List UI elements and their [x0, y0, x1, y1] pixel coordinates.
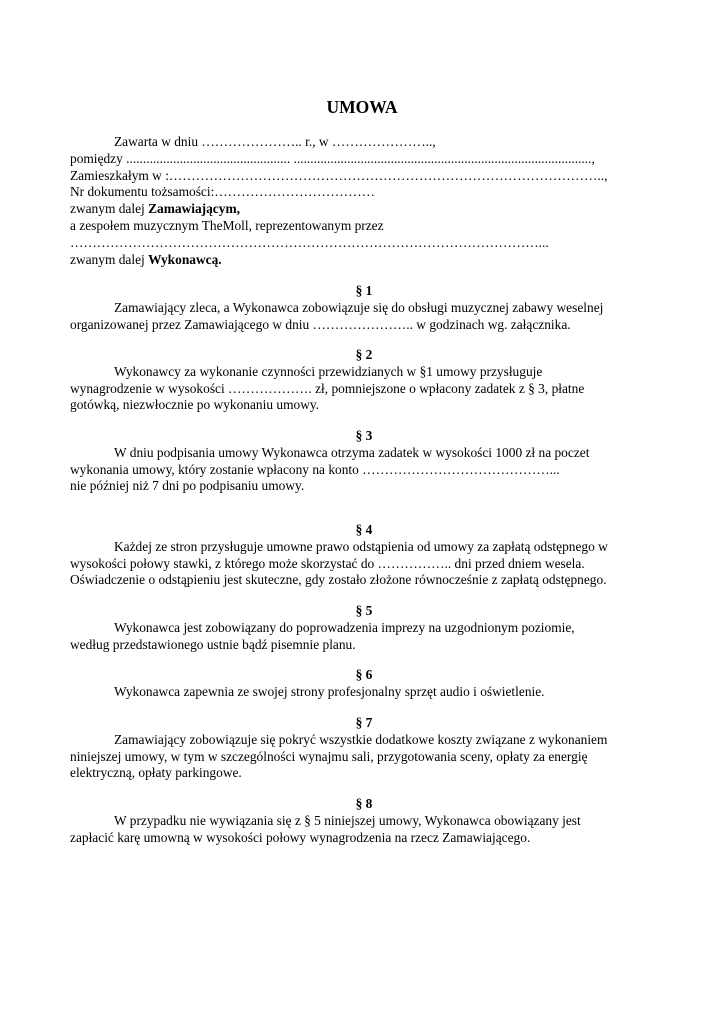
section-5-line-1: Wykonawca jest zobowiązany do poprowadzenia imprezy na uzgodnionym poziomie,	[114, 619, 575, 635]
section-1	[70, 283, 658, 333]
header-line-date-place: Zawarta w dniu ………………….. r., w …………………..,	[114, 134, 436, 149]
section-6-title: § 6	[355, 667, 373, 682]
contractor-prefix: zwanym dalej	[70, 251, 149, 267]
section-8-title: § 8	[355, 796, 373, 811]
section-2-title: § 2	[355, 347, 373, 362]
section-3-title: § 3	[355, 428, 373, 443]
section-4	[70, 522, 658, 589]
section-3-line-3: nie później niż 7 dni po podpisaniu umowy.	[70, 478, 305, 494]
section-2-line-1: Wykonawcy za wykonanie czynności przewidzianych w §1 umowy przysługuje	[114, 363, 543, 379]
contractor-name: Wykonawcą.	[148, 251, 222, 267]
document-title: UMOWA	[326, 97, 398, 117]
section-7	[70, 715, 658, 782]
section-6-line-1: Wykonawca zapewnia ze swojej strony profesjonalny sprzęt audio i oświetlenie.	[114, 683, 545, 699]
header-line-id-document: Nr dokumentu tożsamości:………………………………	[70, 184, 375, 200]
section-2-line-2: wynagrodzenie w wysokości ………………. zł, pomniejszone o wpłacony zadatek z § 3, płatne	[70, 380, 585, 396]
section-1-line-1: Zamawiający zleca, a Wykonawca zobowiązuje się do obsługi muzycznej zabawy weselnej	[114, 299, 604, 315]
section-7-title: § 7	[355, 715, 373, 730]
section-7-line-1: Zamawiający zobowiązuje się pokryć wszystkie dodatkowe koszty związane z wykonaniem	[114, 731, 608, 747]
header-line-residence: Zamieszkałym w :……………………………………………………………………………………..,	[70, 167, 608, 183]
section-4-line-3: Oświadczenie o odstąpieniu jest skuteczne, gdy zostało złożone równocześnie z zapłatą odstępnego.	[70, 572, 607, 588]
section-3-line-2: wykonania umowy, który zostanie wpłacony na konto ……………………………………...	[70, 461, 560, 477]
ordering-party-prefix: zwanym dalej	[70, 201, 149, 217]
section-7-line-2: niniejszej umowy, w tym w szczególności wynajmu sali, przygotowania sceny, opłaty za energię	[70, 748, 588, 764]
header-line-ordering-party	[70, 201, 658, 218]
section-3	[70, 428, 658, 495]
header-line-representative: ……………………………………………………………………………………………...	[70, 234, 549, 250]
section-4-title: § 4	[355, 522, 373, 537]
section-5-line-2: według przedstawionego ustnie bądź pisemnie planu.	[70, 636, 356, 652]
section-8-line-2: zapłacić karę umowną w wysokości połowy wynagrodzenia na rzecz Zamawiającego.	[70, 829, 531, 845]
section-8-line-1: W przypadku nie wywiązania się z § 5 niniejszej umowy, Wykonawca obowiązany jest	[114, 812, 581, 828]
section-6	[70, 667, 658, 701]
section-2	[70, 347, 658, 414]
header-line-band: a zespołem muzycznym TheMoll, reprezentowanym przez	[70, 217, 384, 233]
section-7-line-3: elektryczną, opłaty parkingowe.	[70, 765, 242, 781]
header-line-contractor	[70, 252, 658, 269]
ordering-party-name: Zamawiającym,	[148, 201, 240, 217]
contract-header	[70, 134, 658, 268]
section-1-line-2: organizowanej przez Zamawiającego w dniu ………………….. w godzinach wg. załącznika.	[70, 316, 571, 332]
section-8	[70, 796, 658, 846]
header-line-between: pomiędzy ................................................. .........................................................................................,	[70, 150, 595, 166]
section-5-title: § 5	[355, 603, 373, 618]
section-2-line-3: gotówką, niezwłocznie po wykonaniu umowy.	[70, 397, 320, 413]
section-4-line-1: Każdej ze stron przysługuje umowne prawo odstąpienia od umowy za zapłatą odstępnego w	[114, 538, 608, 554]
section-4-line-2: wysokości połowy stawki, z którego może skorzystać do …………….. dni przed dniem wesela.	[70, 555, 585, 571]
section-1-title: § 1	[355, 283, 373, 298]
section-3-line-1: W dniu podpisania umowy Wykonawca otrzyma zadatek w wysokości 1000 zł na poczet	[114, 444, 590, 460]
section-5	[70, 603, 658, 653]
